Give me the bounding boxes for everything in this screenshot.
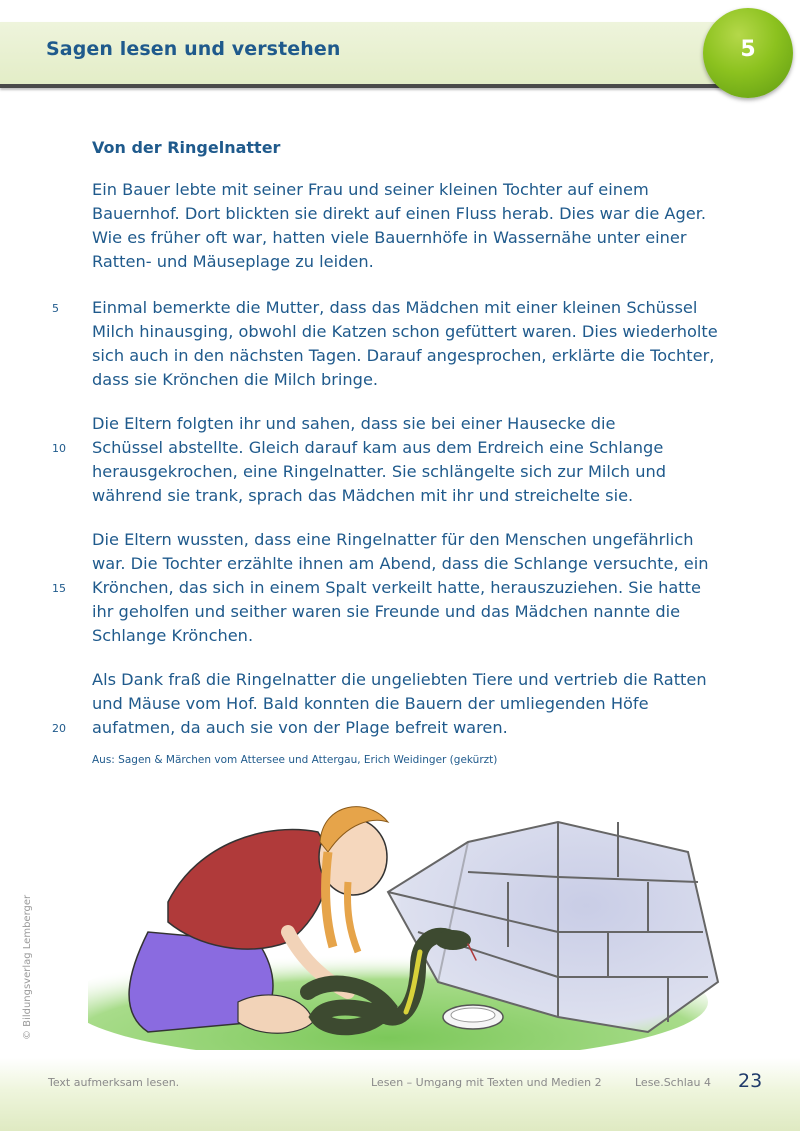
text-line: Ein Bauer lebte mit seiner Frau und seiner kleinen Tochter auf einem <box>92 180 649 199</box>
chapter-number-badge <box>703 8 793 98</box>
text-line: Ratten- und Mäuseplage zu leiden. <box>92 252 374 271</box>
story-title: Von der Ringelnatter <box>92 138 281 157</box>
text-line: Schüssel abstellte. Gleich darauf kam aus dem Erdreich eine Schlange <box>92 438 664 457</box>
footer-learning-goal: Text aufmerksam lesen. <box>48 1076 180 1089</box>
chapter-number: 5 <box>740 36 756 62</box>
milk-bowl <box>443 1005 503 1029</box>
line-number: 5 <box>52 302 59 315</box>
text-line: herausgekrochen, eine Ringelnatter. Sie schlängelte sich zur Milch und <box>92 462 666 481</box>
text-line: war. Die Tochter erzählte ihnen am Abend, dass die Schlange versuchte, ein <box>92 554 709 573</box>
text-line: sich auch in den nächsten Tagen. Darauf angesprochen, erklärte die Tochter, <box>92 346 715 365</box>
copyright-notice: © Bildungsverlag Lemberger <box>22 894 33 1040</box>
line-number: 20 <box>52 722 66 735</box>
footer-book-title: Lese.Schlau 4 <box>635 1076 711 1089</box>
text-line: und Mäuse vom Hof. Bald konnten die Bauern der umliegenden Höfe <box>92 694 649 713</box>
page-number: 23 <box>738 1070 763 1092</box>
page-footer <box>0 1058 800 1131</box>
footer-section: Lesen – Umgang mit Texten und Medien 2 <box>371 1076 602 1089</box>
text-line: aufatmen, da auch sie von der Plage befreit waren. <box>92 718 508 737</box>
text-line: Die Eltern wussten, dass eine Ringelnatter für den Menschen ungefährlich <box>92 530 694 549</box>
text-line: Wie es früher oft war, hatten viele Bauernhöfe in Wassernähe unter einer <box>92 228 687 247</box>
text-line: Die Eltern folgten ihr und sahen, dass sie bei einer Hausecke die <box>92 414 616 433</box>
chapter-title: Sagen lesen und verstehen <box>46 38 341 60</box>
line-number: 10 <box>52 442 66 455</box>
text-line: während sie trank, sprach das Mädchen mit ihr und streichelte sie. <box>92 486 634 505</box>
line-number: 15 <box>52 582 66 595</box>
girl-with-snake-illustration <box>88 782 724 1050</box>
text-line: Schlange Krönchen. <box>92 626 254 645</box>
text-line: Einmal bemerkte die Mutter, dass das Mädchen mit einer kleinen Schüssel <box>92 298 698 317</box>
text-line: ihr geholfen und seither waren sie Freunde und das Mädchen nannte die <box>92 602 681 621</box>
text-line: Als Dank fraß die Ringelnatter die ungeliebten Tiere und vertrieb die Ratten <box>92 670 707 689</box>
chapter-header <box>0 22 760 88</box>
text-line: dass sie Krönchen die Milch bringe. <box>92 370 379 389</box>
story-illustration <box>88 782 724 1050</box>
text-line: Krönchen, das sich in einem Spalt verkeilt hatte, herauszuziehen. Sie hatte <box>92 578 701 597</box>
text-line: Milch hinausging, obwohl die Katzen schon gefüttert waren. Dies wiederholte <box>92 322 718 341</box>
text-line: Bauernhof. Dort blickten sie direkt auf einen Fluss herab. Dies war die Ager. <box>92 204 707 223</box>
source-citation: Aus: Sagen & Märchen vom Attersee und Attergau, Erich Weidinger (gekürzt) <box>92 754 498 766</box>
